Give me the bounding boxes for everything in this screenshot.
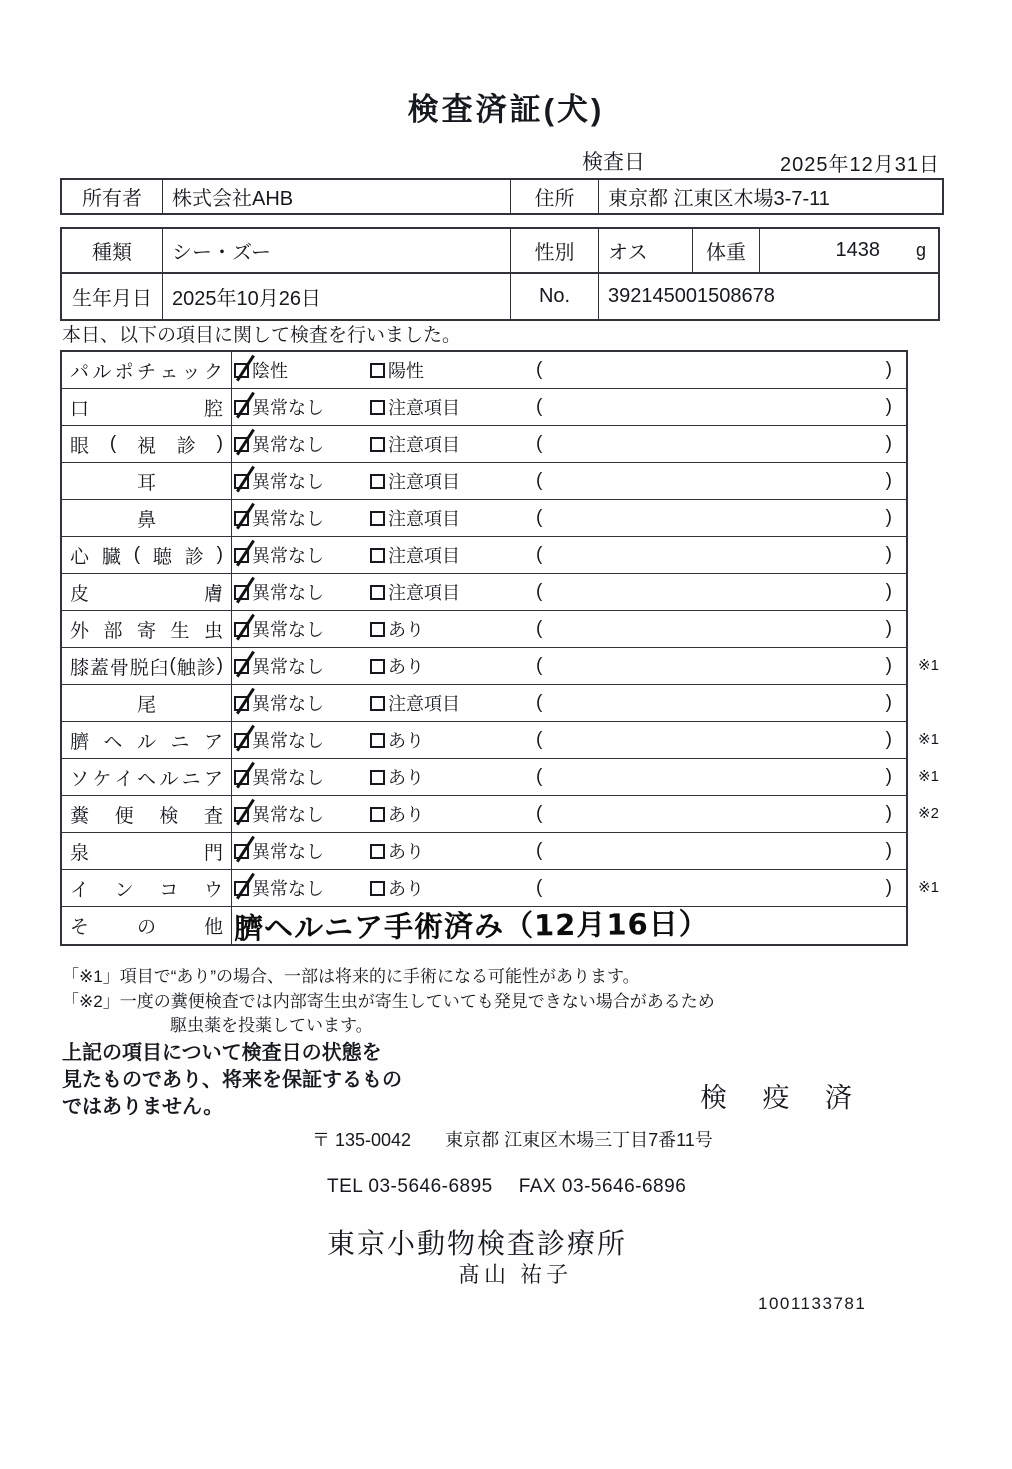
intro-text: 本日、以下の項目に関して検査を行いました。 <box>62 325 462 346</box>
paren-close: ) <box>885 396 892 417</box>
checkbox-icon <box>370 437 385 452</box>
disclaimer-line-3: ではありません。 <box>62 1096 224 1118</box>
weight-value: 1438 <box>835 239 880 261</box>
option-positive <box>370 838 536 864</box>
option-positive <box>370 394 536 420</box>
option-label: 異常なし <box>252 472 324 492</box>
option-label: 注意項目 <box>388 398 460 418</box>
checklist-item-label: ソ ケ イ ヘ ル ニ ア <box>62 759 232 795</box>
checkbox-icon <box>370 511 385 526</box>
paren-open: ( <box>536 729 543 750</box>
checklist-options <box>232 463 906 499</box>
option-label: 異常なし <box>252 657 324 677</box>
checkbox-icon <box>370 400 385 415</box>
option-label: あり <box>388 805 424 825</box>
option-label: 異常なし <box>252 509 324 529</box>
option-label: 陰性 <box>252 361 288 381</box>
footnote-ref: ※1 <box>918 657 939 674</box>
checklist-table <box>60 350 939 946</box>
checkbox-checked-icon <box>234 511 249 526</box>
option-label: 異常なし <box>252 879 324 899</box>
checklist-item-label: 心 臓 ( 聴 診 ) <box>62 537 232 573</box>
number-value: 392145001508678 <box>598 274 942 319</box>
checkbox-icon <box>370 474 385 489</box>
checklist-item-label: イ ン コ ウ <box>62 870 232 906</box>
weight-label: 体重 <box>692 229 759 272</box>
inspection-date-value: 2025年12月31日 <box>780 154 940 176</box>
checkbox-icon <box>370 770 385 785</box>
option-label: 異常なし <box>252 768 324 788</box>
checklist-options <box>232 426 906 462</box>
option-label: 異常なし <box>252 731 324 751</box>
option-negative <box>234 838 370 864</box>
footnote-ref: ※2 <box>918 805 939 822</box>
remarks-parentheses <box>536 729 906 751</box>
remarks-parentheses <box>536 692 906 714</box>
footnote-ref: ※1 <box>918 731 939 748</box>
paren-close: ) <box>885 470 892 491</box>
checklist-row <box>62 648 939 685</box>
owner-label: 所有者 <box>82 188 142 210</box>
checkbox-checked-icon <box>234 733 249 748</box>
checklist-row <box>62 796 939 833</box>
checklist-row <box>62 907 906 944</box>
checklist-options <box>232 500 906 536</box>
checkbox-checked-icon <box>234 696 249 711</box>
checklist-options <box>232 833 906 869</box>
checklist-options <box>232 870 906 906</box>
paren-open: ( <box>536 396 543 417</box>
checkbox-icon <box>370 363 385 378</box>
checklist-row <box>62 870 939 907</box>
checklist-options <box>232 352 906 388</box>
weight-unit: g <box>915 240 926 260</box>
checklist-item-label: パ ル ポ チ ェ ッ ク <box>62 352 232 388</box>
option-negative <box>234 394 370 420</box>
checklist-row <box>62 611 906 648</box>
option-label: 注意項目 <box>388 546 460 566</box>
option-label: あり <box>388 731 424 751</box>
checklist-options <box>232 574 906 610</box>
disclaimer-line-2: 見たものであり、将来を保証するもの <box>62 1069 402 1091</box>
paren-open: ( <box>536 803 543 824</box>
paren-open: ( <box>536 507 543 528</box>
checklist-options <box>232 722 906 758</box>
paren-close: ) <box>885 803 892 824</box>
checklist-item-label: 膝 蓋 骨 脱 臼 ( 触 診 ) <box>62 648 232 684</box>
checkbox-checked-icon <box>234 548 249 563</box>
checklist-row <box>62 574 906 611</box>
checkbox-checked-icon <box>234 585 249 600</box>
checklist-options <box>232 389 906 425</box>
remarks-parentheses <box>536 655 906 677</box>
option-negative <box>234 690 370 716</box>
option-positive <box>370 653 536 679</box>
checkbox-checked-icon <box>234 622 249 637</box>
option-label: あり <box>388 842 424 862</box>
option-positive <box>370 690 536 716</box>
paren-open: ( <box>536 877 543 898</box>
remarks-parentheses <box>536 507 906 529</box>
handwritten-note: 臍ヘルニア手術済み（12月16日） <box>233 906 709 946</box>
remarks-parentheses <box>536 766 906 788</box>
checkbox-checked-icon <box>234 659 249 674</box>
checklist-item-label: そ の 他 <box>62 907 232 944</box>
owner-table <box>60 178 944 215</box>
paren-open: ( <box>536 692 543 713</box>
paren-close: ) <box>885 877 892 898</box>
page-title: 検査済証(犬) <box>407 92 605 127</box>
paren-close: ) <box>885 544 892 565</box>
remarks-parentheses <box>536 396 906 418</box>
checklist-row <box>62 759 939 796</box>
option-label: 異常なし <box>252 842 324 862</box>
checklist-options <box>232 537 906 573</box>
option-label: 異常なし <box>252 620 324 640</box>
option-positive <box>370 801 536 827</box>
remarks-parentheses <box>536 803 906 825</box>
checklist-item-label: 糞 便 検 査 <box>62 796 232 832</box>
disclaimer-text <box>62 1040 402 1121</box>
option-positive <box>370 542 536 568</box>
birthdate-label: 生年月日 <box>72 288 152 310</box>
option-positive <box>370 357 536 383</box>
option-label: あり <box>388 620 424 640</box>
option-positive <box>370 727 536 753</box>
clinic-contact-line <box>327 1176 686 1198</box>
footnote-1: 「※1」項目で“あり”の場合、一部は将来的に手術になる可能性があります。 <box>62 967 640 986</box>
checklist-options <box>232 611 906 647</box>
animal-table-row-2 <box>62 274 938 319</box>
checkbox-icon <box>370 659 385 674</box>
remarks-parentheses <box>536 581 906 603</box>
option-positive <box>370 579 536 605</box>
paren-open: ( <box>536 655 543 676</box>
checklist-item-label: 泉 門 <box>62 833 232 869</box>
option-label: 注意項目 <box>388 509 460 529</box>
checklist-row <box>62 352 906 389</box>
weight-value-cell <box>759 229 942 272</box>
quarantine-stamp: 検 疫 済 <box>700 1083 867 1113</box>
checkbox-icon <box>370 733 385 748</box>
checkbox-checked-icon <box>234 807 249 822</box>
checkbox-checked-icon <box>234 844 249 859</box>
option-positive <box>370 764 536 790</box>
checklist-options <box>232 759 906 795</box>
checklist-item-label: 鼻 <box>62 500 232 536</box>
disclaimer-line-1: 上記の項目について検査日の状態を <box>62 1042 382 1064</box>
birthdate-value: 2025年10月26日 <box>162 274 510 319</box>
number-label: No. <box>510 274 598 319</box>
checkbox-icon <box>370 807 385 822</box>
option-label: 異常なし <box>252 805 324 825</box>
remarks-parentheses <box>536 470 906 492</box>
animal-table <box>60 227 940 321</box>
option-positive <box>370 468 536 494</box>
option-negative <box>234 727 370 753</box>
option-negative <box>234 616 370 642</box>
clinic-name: 東京小動物検査診療所 <box>327 1228 628 1259</box>
remarks-parentheses <box>536 840 906 862</box>
checklist-options <box>232 796 906 832</box>
option-positive <box>370 505 536 531</box>
checkbox-icon <box>370 548 385 563</box>
checklist-row <box>62 426 906 463</box>
option-negative <box>234 431 370 457</box>
breed-value: シー・ズー <box>162 229 510 272</box>
remarks-parentheses <box>536 544 906 566</box>
remarks-parentheses <box>536 877 906 899</box>
paren-open: ( <box>536 359 543 380</box>
option-label: あり <box>388 768 424 788</box>
checklist-row <box>62 685 906 722</box>
breed-label: 種類 <box>92 242 132 264</box>
checklist-row <box>62 389 906 426</box>
checklist-item-label: 外 部 寄 生 虫 <box>62 611 232 647</box>
checklist-row <box>62 500 906 537</box>
paren-close: ) <box>885 692 892 713</box>
checkbox-checked-icon <box>234 363 249 378</box>
checklist-item-label: 耳 <box>62 463 232 499</box>
checkbox-checked-icon <box>234 474 249 489</box>
option-negative <box>234 505 370 531</box>
option-negative <box>234 875 370 901</box>
checklist-item-label: 眼 ( 視 診 ) <box>62 426 232 462</box>
option-negative <box>234 764 370 790</box>
checklist-row <box>62 463 906 500</box>
option-negative <box>234 653 370 679</box>
footnote-2: 「※2」一度の糞便検査では内部寄生虫が寄生していても発見できない場合があるため <box>62 992 715 1011</box>
footnote-ref: ※1 <box>918 879 939 896</box>
option-label: 注意項目 <box>388 435 460 455</box>
option-label: 注意項目 <box>388 583 460 603</box>
checklist-options <box>232 907 906 944</box>
option-negative <box>234 579 370 605</box>
remarks-parentheses <box>536 359 906 381</box>
inspection-date-label: 検査日 <box>582 151 645 174</box>
checklist-item-label: 臍 ヘ ル ニ ア <box>62 722 232 758</box>
paren-close: ) <box>885 766 892 787</box>
checklist-item-label: 口 腔 <box>62 389 232 425</box>
option-positive <box>370 431 536 457</box>
clinic-address-line <box>312 1126 713 1152</box>
option-label: 異常なし <box>252 546 324 566</box>
paren-close: ) <box>885 618 892 639</box>
checklist-item-label: 尾 <box>62 685 232 721</box>
option-label: 異常なし <box>252 398 324 418</box>
paren-close: ) <box>885 840 892 861</box>
option-positive <box>370 875 536 901</box>
clinic-fax: FAX 03-5646-6896 <box>518 1176 687 1197</box>
checklist-row <box>62 722 939 759</box>
checkbox-checked-icon <box>234 400 249 415</box>
paren-close: ) <box>885 655 892 676</box>
address-value: 東京都 江東区木場3-7-11 <box>598 180 942 213</box>
checkbox-icon <box>370 585 385 600</box>
checklist-options <box>232 685 906 721</box>
checklist-row <box>62 537 906 574</box>
paren-close: ) <box>885 729 892 750</box>
postal-code: 〒 135-0042 <box>312 1130 412 1150</box>
option-label: 注意項目 <box>388 694 460 714</box>
serial-number: 1001133781 <box>758 1294 867 1313</box>
checkbox-icon <box>370 622 385 637</box>
owner-value: 株式会社AHB <box>162 180 510 213</box>
remarks-parentheses <box>536 433 906 455</box>
veterinarian-name: 髙山 祐子 <box>458 1262 573 1287</box>
clinic-tel: TEL 03-5646-6895 <box>327 1176 493 1197</box>
checklist-options <box>232 648 906 684</box>
option-label: 陽性 <box>388 361 424 381</box>
option-positive <box>370 616 536 642</box>
checkbox-checked-icon <box>234 881 249 896</box>
paren-close: ) <box>885 433 892 454</box>
option-negative <box>234 542 370 568</box>
checklist-item-label: 皮 膚 <box>62 574 232 610</box>
option-label: 異常なし <box>252 435 324 455</box>
animal-table-row-1 <box>62 229 938 274</box>
option-negative <box>234 801 370 827</box>
paren-open: ( <box>536 840 543 861</box>
paren-open: ( <box>536 544 543 565</box>
option-label: あり <box>388 879 424 899</box>
paren-close: ) <box>885 507 892 528</box>
option-negative <box>234 468 370 494</box>
option-label: あり <box>388 657 424 677</box>
paren-open: ( <box>536 618 543 639</box>
address-label: 住所 <box>510 180 598 213</box>
option-label: 異常なし <box>252 583 324 603</box>
paren-open: ( <box>536 470 543 491</box>
paren-close: ) <box>885 581 892 602</box>
paren-close: ) <box>885 359 892 380</box>
checkbox-checked-icon <box>234 770 249 785</box>
checkbox-icon <box>370 696 385 711</box>
checkbox-icon <box>370 844 385 859</box>
checkbox-checked-icon <box>234 437 249 452</box>
sex-label: 性別 <box>510 229 598 272</box>
checklist-row <box>62 833 906 870</box>
paren-open: ( <box>536 581 543 602</box>
paren-open: ( <box>536 766 543 787</box>
option-label: 注意項目 <box>388 472 460 492</box>
footnote-2-continued: 駆虫薬を投薬しています。 <box>170 1016 373 1035</box>
paren-open: ( <box>536 433 543 454</box>
sex-value: オス <box>598 229 692 272</box>
option-label: 異常なし <box>252 694 324 714</box>
clinic-address: 東京都 江東区木場三丁目7番11号 <box>445 1130 713 1150</box>
option-negative <box>234 357 370 383</box>
remarks-parentheses <box>536 618 906 640</box>
checkbox-icon <box>370 881 385 896</box>
footnote-ref: ※1 <box>918 768 939 785</box>
